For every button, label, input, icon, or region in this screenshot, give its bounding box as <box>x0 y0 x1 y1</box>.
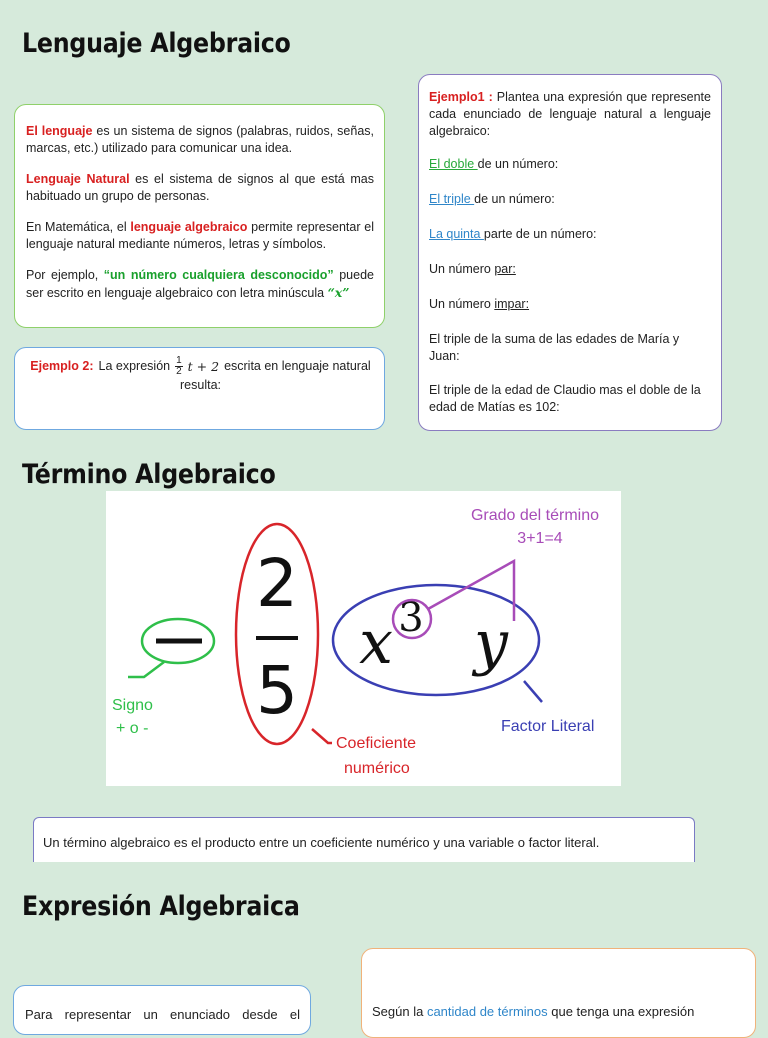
def-text-2: es el sistema de signos al que está mas habituado un grupo de personas. <box>26 172 374 203</box>
numerico-label: numérico <box>344 760 410 777</box>
coeficiente-label: Coeficiente <box>336 735 417 752</box>
def-text-4b: puede ser escrito en lenguaje algebraico con letra minúscula <box>26 268 374 300</box>
coef-denominator: 5 <box>256 652 298 729</box>
grado-label: Grado del término <box>470 507 600 524</box>
def-text-1: es un sistema de signos (palabras, ruidos, señas, marcas, etc.) utilizado para comunicar una idea. <box>26 124 374 155</box>
definition-text: Un término algebraico es el producto entre un coeficiente numérico y una variable o factor literal. <box>43 835 600 850</box>
def-text-3a: En Matemática, el <box>26 220 131 234</box>
item-5-text: Un número <box>429 297 495 311</box>
term-el-doble: El doble <box>429 157 478 171</box>
variable-y-symbol: y <box>474 608 508 678</box>
fraction-one-half <box>175 356 183 377</box>
ejemplo1-item-5 <box>429 296 711 313</box>
section-title-lenguaje: Lenguaje Algebraico <box>22 28 291 59</box>
signo-sub-label: + o - <box>116 720 149 737</box>
def-paragraph-2 <box>26 171 374 205</box>
ejemplo1-box <box>418 74 722 431</box>
ejemplo2-line <box>27 356 374 377</box>
ejemplo1-label: Ejemplo1 : <box>429 90 493 104</box>
term-la-quinta: La quinta <box>429 227 484 241</box>
ejemplo1-item-6 <box>429 331 711 365</box>
bottom-right-text-b: que tenga una expresión <box>547 1004 695 1019</box>
definition-box <box>14 104 385 328</box>
def-paragraph-1 <box>26 123 374 157</box>
ejemplo2-text-c: resulta: <box>180 378 221 392</box>
term-lenguaje: El lenguaje <box>26 124 93 138</box>
ejemplo2-box <box>14 347 385 430</box>
item-3-rest: parte de un número: <box>483 227 597 241</box>
term-impar: impar: <box>494 297 530 311</box>
variable-x-symbol: x <box>359 608 393 678</box>
termino-diagram <box>106 491 621 786</box>
signo-label: Signo <box>112 697 153 714</box>
ejemplo2-label: Ejemplo 2: <box>30 359 94 373</box>
ejemplo2-text-b: escrita en lenguaje natural <box>224 359 371 373</box>
ejemplo1-item-3 <box>429 226 711 243</box>
section-title-termino: Término Algebraico <box>22 459 276 490</box>
ejemplo1-item-4 <box>429 261 711 278</box>
item-2-rest: de un número: <box>474 192 555 206</box>
variable-x: “x” <box>327 285 350 300</box>
item-4-text: Un número <box>429 262 495 276</box>
term-cantidad-terminos: cantidad de términos <box>426 1004 548 1019</box>
coef-numerator: 2 <box>256 545 298 622</box>
def-paragraph-3 <box>26 219 374 253</box>
section-title-expresion: Expresión Algebraica <box>22 891 300 922</box>
term-el-triple: El triple <box>429 192 475 206</box>
definition-strip <box>33 817 695 862</box>
ejemplo1-intro-text: Plantea una expresión que represente cada enunciado de lenguaje natural a lenguaje algebraico: <box>429 90 711 138</box>
factor-literal-label: Factor Literal <box>501 718 595 735</box>
ejemplo1-intro <box>429 89 711 140</box>
bottom-right-box <box>361 948 756 1038</box>
fraction-denominator: 2 <box>176 366 182 377</box>
term-par: par: <box>494 262 516 276</box>
termino-diagram-svg <box>106 491 621 786</box>
def-paragraph-4 <box>26 267 374 302</box>
term-lenguaje-natural: Lenguaje Natural <box>26 172 130 186</box>
def-text-4a: Por ejemplo, <box>26 268 104 282</box>
item-7-text: El triple de la edad de Claudio mas el doble de la edad de Matías es 102: <box>429 383 701 414</box>
sign-pointer <box>128 662 164 677</box>
literal-pointer <box>524 681 542 702</box>
item-1-rest: de un número: <box>477 157 559 171</box>
ejemplo2-text-a: La expresión <box>98 359 171 373</box>
ejemplo1-item-2 <box>429 191 711 208</box>
coef-pointer <box>312 729 332 743</box>
bottom-left-text: Para representar un enunciado desde el <box>25 1007 300 1022</box>
ejemplo1-item-1 <box>429 156 711 173</box>
ejemplo2-expression: t + 2 <box>187 359 220 374</box>
exponent-3: 3 <box>398 595 424 641</box>
bottom-right-text-a: Según la <box>372 1004 427 1019</box>
term-lenguaje-algebraico: lenguaje algebraico <box>130 220 248 234</box>
ejemplo1-item-7 <box>429 382 711 416</box>
fraction-numerator: 1 <box>176 355 182 366</box>
bottom-left-box <box>13 985 311 1035</box>
grado-value: 3+1=4 <box>517 530 563 547</box>
quote-numero-desconocido: “un número cualquiera desconocido” <box>103 268 334 282</box>
item-6-text: El triple de la suma de las edades de María y Juan: <box>429 332 680 363</box>
def-text-3b: permite representar el lenguaje natural mediante números, letras y símbolos. <box>26 220 374 251</box>
